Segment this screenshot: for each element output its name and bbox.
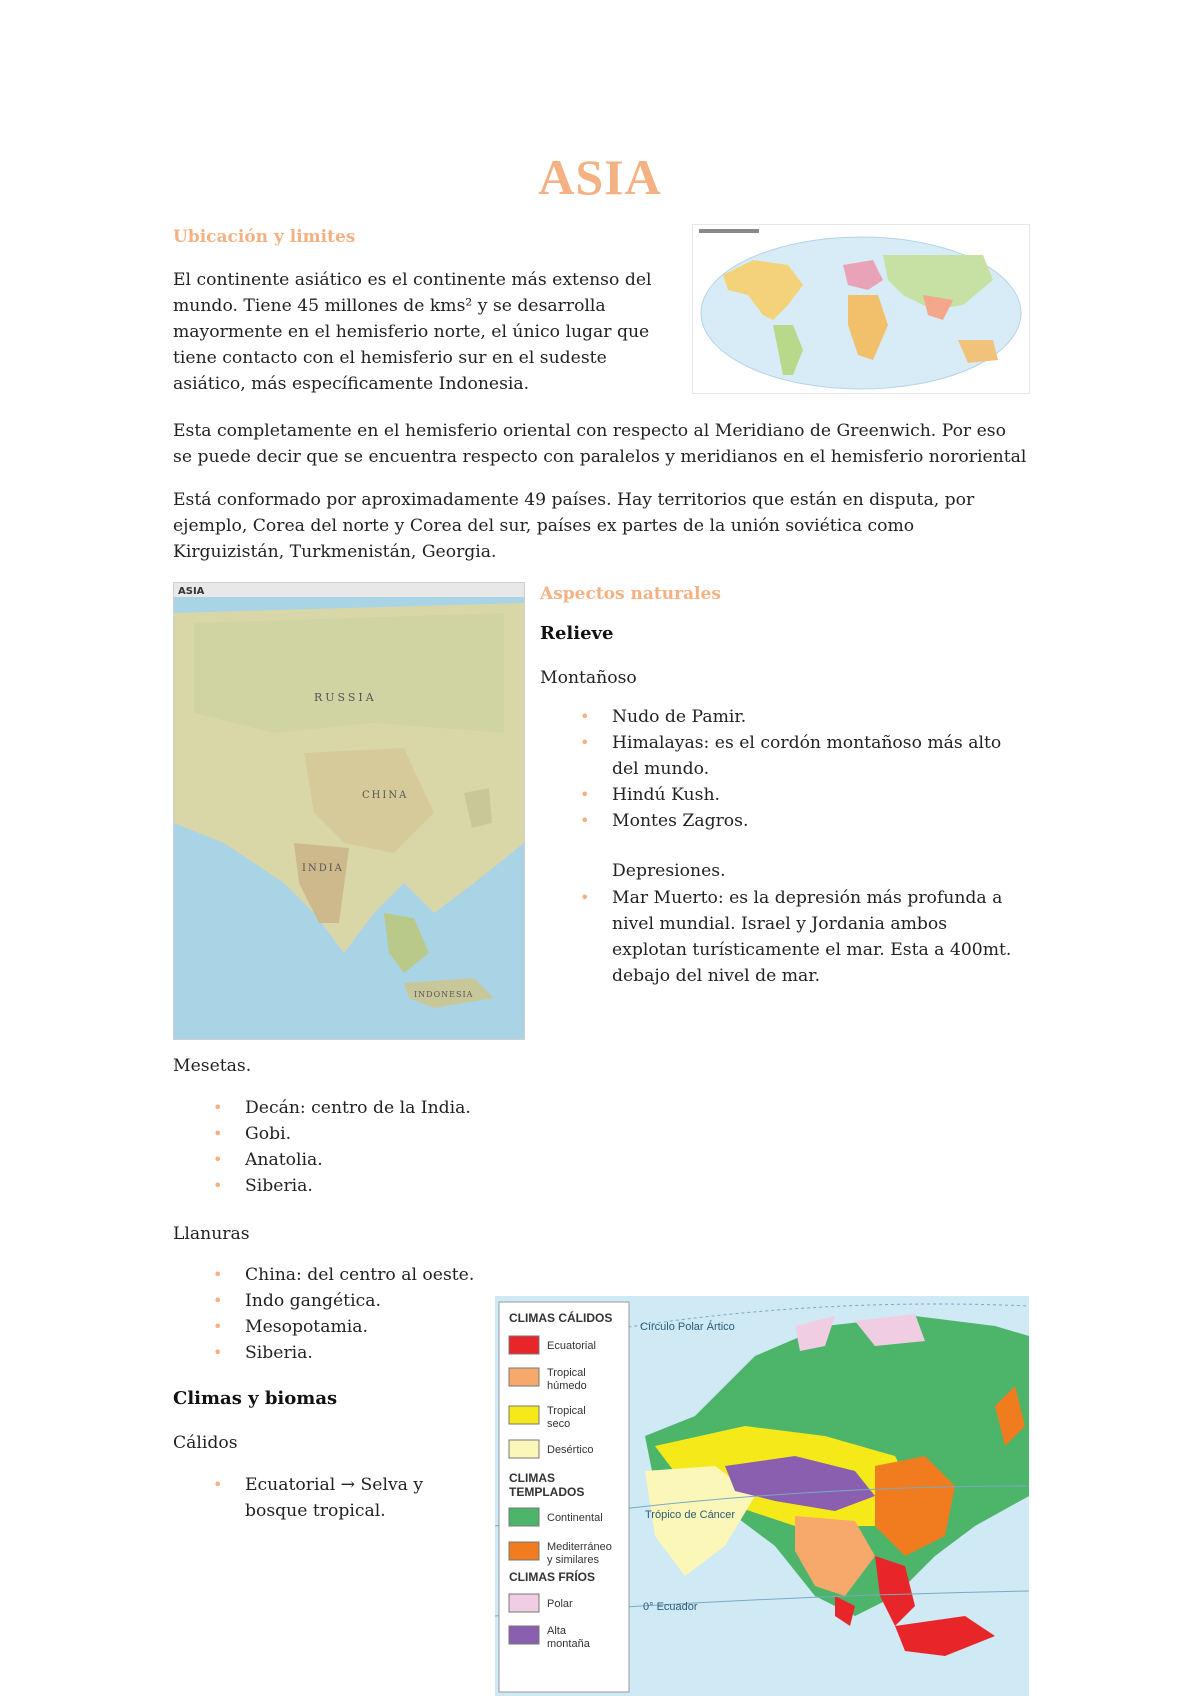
text-line: mundo. Tiene 45 millones de kms² y se desarrolla	[173, 296, 606, 316]
bullet-icon: •	[213, 1291, 223, 1310]
asia-political-map-image	[173, 582, 525, 1040]
list-item-text: Indo gangética.	[245, 1291, 381, 1311]
text-line: Kirguizistán, Turkmenistán, Georgia.	[173, 542, 497, 562]
legend-swatch	[509, 1626, 539, 1644]
list-item	[173, 1121, 593, 1147]
text-line: asiático, más específicamente Indonesia.	[173, 374, 530, 394]
text-line: Está conformado por aproximadamente 49 países. Hay territorios que están en disputa, por	[173, 490, 975, 510]
legend-swatch	[509, 1440, 539, 1458]
list-item	[173, 1472, 493, 1498]
list-item-text: bosque tropical.	[245, 1501, 386, 1521]
list-item	[173, 1147, 593, 1173]
paragraph-intro	[173, 267, 673, 397]
list-item-text: Gobi.	[245, 1124, 292, 1144]
list-item	[540, 911, 1060, 937]
text-line: se puede decir que se encuentra respecto con paralelos y meridianos en el hemisferio nororiental	[173, 447, 1027, 467]
legend-label: Alta	[547, 1625, 566, 1637]
legend-label: Continental	[547, 1512, 603, 1524]
bullet-icon: •	[213, 1124, 223, 1143]
bullet-icon: •	[213, 1265, 223, 1284]
bullet-icon: •	[580, 707, 590, 726]
legend-label: montaña	[547, 1638, 590, 1650]
legend-swatch	[509, 1336, 539, 1354]
legend-label: Polar	[547, 1598, 573, 1610]
bullet-icon: •	[213, 1317, 223, 1336]
map-label-ecuador: 0° Ecuador	[643, 1601, 698, 1613]
list-item	[173, 1262, 593, 1288]
bullet-icon: •	[213, 1343, 223, 1362]
list-item-text: Hindú Kush.	[612, 785, 720, 805]
text-line: tiene contacto con el hemisferio sur en el sudeste	[173, 348, 607, 368]
paragraph-paises	[173, 487, 1173, 565]
text-line: El continente asiático es el continente más extenso del	[173, 270, 652, 290]
legend-heading-calidos: CLIMAS CÁLIDOS	[509, 1311, 613, 1325]
list-item-text: Siberia.	[245, 1176, 313, 1196]
legend-label: y similares	[547, 1554, 599, 1566]
list-mesetas	[173, 1095, 593, 1199]
legend-swatch	[509, 1594, 539, 1612]
list-item-text: China: del centro al oeste.	[245, 1265, 475, 1285]
list-item	[540, 730, 1060, 756]
paragraph-hemisferio	[173, 418, 1173, 470]
map-label-china: CHINA	[362, 790, 409, 801]
list-item-text: Mesopotamia.	[245, 1317, 368, 1337]
list-item	[540, 808, 1060, 834]
list-depresiones	[540, 885, 1060, 989]
legend-swatch	[509, 1368, 539, 1386]
legend-heading-templados-2: TEMPLADOS	[509, 1485, 585, 1499]
list-item-text: debajo del nivel de mar.	[612, 966, 821, 986]
legend-swatch	[509, 1542, 539, 1560]
list-item-text: explotan turísticamente el mar. Esta a 400mt.	[612, 940, 1012, 960]
legend-heading-frios: CLIMAS FRÍOS	[509, 1570, 595, 1584]
list-item-text: Mar Muerto: es la depresión más profunda a	[612, 888, 1003, 908]
list-item-text: Himalayas: es el cordón montañoso más alto	[612, 733, 1002, 753]
list-item	[540, 756, 1060, 782]
list-item	[540, 782, 1060, 808]
legend-label: Desértico	[547, 1444, 594, 1456]
label-calidos	[173, 1430, 238, 1456]
list-item	[540, 963, 1060, 989]
list-item-text: nivel mundial. Israel y Jordania ambos	[612, 914, 948, 934]
legend-label: Tropical	[547, 1367, 586, 1379]
list-item	[173, 1173, 593, 1199]
label-montanoso	[540, 665, 637, 691]
text-line: Montañoso	[540, 668, 637, 688]
legend-heading-templados: CLIMAS	[509, 1471, 555, 1485]
list-item	[540, 704, 1060, 730]
text-line: Depresiones.	[612, 861, 726, 881]
list-item-text: Montes Zagros.	[612, 811, 749, 831]
asia-map-title: ASIA	[178, 586, 205, 597]
legend-label: Ecuatorial	[547, 1340, 596, 1352]
legend-label: húmedo	[547, 1380, 587, 1392]
list-montanoso	[540, 704, 1060, 834]
text-line: ejemplo, Corea del norte y Corea del sur, países ex partes de la unión soviética como	[173, 516, 915, 536]
bullet-icon: •	[213, 1098, 223, 1117]
label-mesetas	[173, 1053, 251, 1079]
bullet-icon: •	[580, 733, 590, 752]
list-item	[173, 1498, 493, 1524]
bullet-icon: •	[213, 1176, 223, 1195]
climate-map-image	[495, 1296, 1029, 1696]
bullet-icon: •	[213, 1150, 223, 1169]
heading-relieve: Relieve	[540, 623, 614, 644]
map-label-russia: RUSSIA	[314, 691, 377, 704]
list-item	[173, 1095, 593, 1121]
legend-label: Mediterráneo	[547, 1541, 612, 1553]
heading-climas-biomas: Climas y biomas	[173, 1388, 338, 1409]
text-line: mayormente en el hemisferio norte, el único lugar que	[173, 322, 650, 342]
bullet-icon: •	[580, 888, 590, 907]
bullet-icon: •	[213, 1475, 223, 1494]
text-line: Llanuras	[173, 1224, 250, 1244]
list-item-text: Anatolia.	[245, 1150, 323, 1170]
label-llanuras	[173, 1221, 250, 1247]
list-item-text: Decán: centro de la India.	[245, 1098, 471, 1118]
list-calidos	[173, 1472, 493, 1524]
text-line: Esta completamente en el hemisferio oriental con respecto al Meridiano de Greenwich. Por eso	[173, 421, 1006, 441]
label-depresiones	[612, 858, 726, 884]
map-label-india: INDIA	[302, 863, 344, 874]
list-item-text: Nudo de Pamir.	[612, 707, 747, 727]
legend-label: seco	[547, 1418, 571, 1430]
text-line: Mesetas.	[173, 1056, 252, 1076]
map-label-circulo-polar: Círculo Polar Ártico	[640, 1321, 735, 1333]
legend-swatch	[509, 1406, 539, 1424]
list-item-text: Ecuatorial → Selva y	[245, 1475, 424, 1495]
bullet-icon: •	[580, 785, 590, 804]
list-item-text: del mundo.	[612, 759, 710, 779]
world-map-image	[692, 224, 1030, 394]
list-item	[540, 885, 1060, 911]
map-label-tropico: Trópico de Cáncer	[645, 1509, 736, 1521]
list-item-text: Siberia.	[245, 1343, 313, 1363]
legend-label: Tropical	[547, 1405, 586, 1417]
page-title: ASIA	[538, 149, 662, 205]
legend-swatch	[509, 1508, 539, 1526]
text-line: Cálidos	[173, 1433, 238, 1453]
heading-ubicacion: Ubicación y limites	[173, 227, 356, 247]
bullet-icon: •	[580, 811, 590, 830]
map-label-indonesia: INDONESIA	[414, 990, 474, 999]
heading-aspectos-naturales: Aspectos naturales	[540, 584, 721, 604]
list-item	[540, 937, 1060, 963]
